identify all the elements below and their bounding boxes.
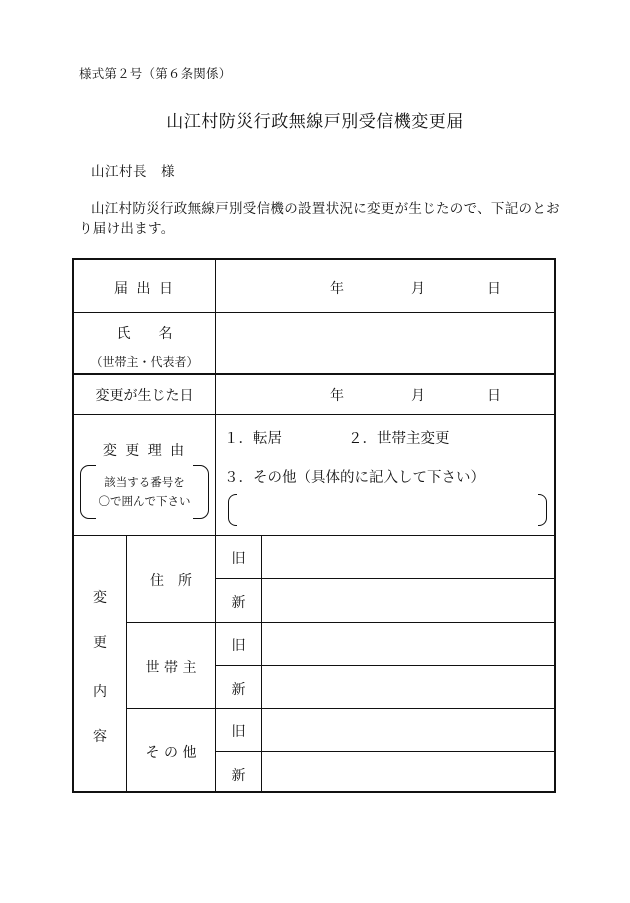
reason-option-other[interactable]: ３．その他（具体的に記入して下さい） — [224, 470, 485, 486]
address-new-field[interactable] — [262, 579, 554, 622]
change-date-label: 変更が生じた日 — [95, 388, 194, 404]
addressee: 山江村長 様 — [91, 164, 175, 180]
reason-option-relocation[interactable]: １．転居 — [224, 431, 282, 447]
reason-note-line2: 〇で囲んで下さい — [98, 494, 191, 508]
row-divider — [74, 373, 554, 375]
address-label: 住 所 — [150, 573, 192, 589]
name-field[interactable] — [216, 313, 554, 373]
householder-new-field[interactable] — [262, 666, 554, 708]
row-divider — [74, 414, 554, 415]
reason-note-line1: 該当する番号を — [104, 475, 185, 489]
name-sublabel: （世帯主・代表者） — [90, 355, 199, 369]
submission-date-label: 届 出 日 — [114, 281, 175, 297]
reason-option-householder-change[interactable]: ２．世帯主変更 — [348, 431, 450, 447]
other-label: そ の 他 — [145, 745, 197, 761]
bracket-gap — [96, 463, 193, 519]
change-content-char-1: 変 — [93, 590, 107, 606]
change-year-label: 年 — [330, 388, 344, 404]
submission-year-label: 年 — [330, 281, 344, 297]
address-new-label: 新 — [231, 595, 246, 611]
right-bracket — [538, 494, 547, 526]
address-old-field[interactable] — [262, 536, 554, 578]
page-title: 山江村防災行政無線戸別受信機変更届 — [166, 112, 464, 132]
form-number: 様式第２号（第６条関係） — [79, 66, 232, 81]
other-reason-field[interactable] — [239, 496, 535, 524]
change-notification-form — [72, 258, 556, 793]
other-old-label: 旧 — [231, 724, 246, 740]
change-content-char-2: 更 — [93, 635, 107, 651]
other-new-field[interactable] — [262, 752, 554, 791]
submission-month-label: 月 — [411, 281, 425, 297]
name-label: 氏 名 — [116, 326, 173, 342]
submission-day-label: 日 — [487, 281, 501, 297]
change-day-label: 日 — [487, 388, 501, 404]
householder-old-label: 旧 — [231, 638, 246, 654]
left-bracket — [228, 494, 237, 526]
householder-label: 世 帯 主 — [145, 660, 197, 676]
householder-new-label: 新 — [231, 682, 246, 698]
householder-old-field[interactable] — [262, 623, 554, 665]
address-old-label: 旧 — [231, 551, 246, 567]
other-new-label: 新 — [231, 768, 246, 784]
change-content-char-4: 容 — [93, 729, 107, 745]
change-month-label: 月 — [411, 388, 425, 404]
reason-label: 変 更 理 由 — [102, 443, 187, 459]
change-content-char-3: 内 — [93, 684, 107, 700]
intro-text: 山江村防災行政無線戸別受信機の設置状況に変更が生じたので、下記のとおり届け出ます。 — [79, 201, 560, 237]
other-old-field[interactable] — [262, 709, 554, 751]
